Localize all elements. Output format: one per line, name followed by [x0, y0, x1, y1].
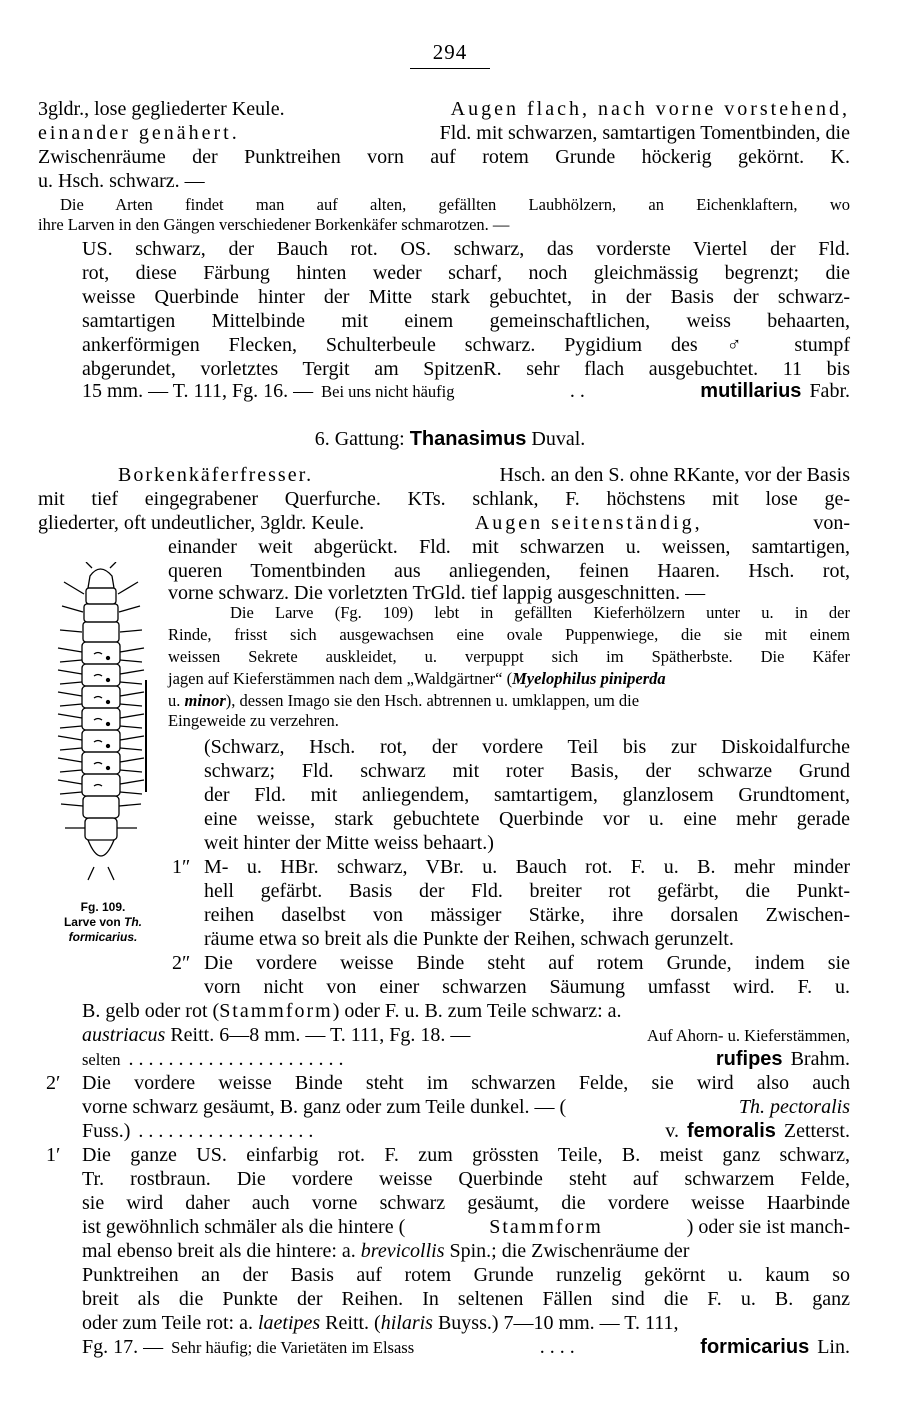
larva-note-6: Eingeweide zu verzehren.	[168, 711, 339, 730]
key-line-5: weit hinter der Mitte weiss behaart.)	[204, 832, 494, 854]
desc-line-5: ankerförmigen Flecken, Schulterbeule schwarz. Pygidium des ♂ stumpf	[82, 334, 850, 356]
species-name-femoralis: femoralis	[686, 1120, 776, 1142]
larva-illustration	[28, 562, 176, 897]
couplet-1p-line-4: ist gewöhnlich schmäler als die hintere ( Stammform ) oder sie ist manch-	[82, 1216, 850, 1238]
species-name-mutillarius: mutillarius	[700, 380, 802, 402]
couplet-2pp-line-3: B. gelb oder rot (Stammform) oder F. u. B. zum Teile schwarz: a.	[82, 1000, 622, 1022]
desc-line-7: 15 mm. — T. 111, Fg. 16. — Bei uns nicht häufig . . mutillarius Fabr.	[82, 380, 850, 402]
couplet-1p-line-6: Punktreihen an der Basis auf rotem Grunde runzelig gekörnt u. kaum so	[82, 1264, 850, 1286]
couplet-1pp-line-3: reihen daselbst von mässiger Stärke, ihre dorsalen Zwischen-	[204, 904, 850, 926]
couplet-1pp-line-4: räume etwa so breit als die Punkte der Reihen, schwach gerunzelt.	[204, 928, 734, 950]
intro-line-3: Zwischenräume der Punktreihen vorn auf rotem Grunde höckerig gekörnt. K.	[38, 146, 850, 168]
habitat-line-2: ihre Larven in den Gängen verschiedener Borkenkäfer schmarotzen. —	[38, 215, 510, 234]
genus-line-4: einander weit abgerückt. Fld. mit schwarzen u. weissen, samtartigen,	[168, 536, 850, 558]
genus-line-6: vorne schwarz. Die vorletzten TrGld. tief lappig ausgeschnitten. —	[168, 582, 706, 604]
couplet-2pp-number: 2″	[172, 952, 191, 974]
couplet-1p-line-3: sie wird daher auch vorne schwarz gesäumt, die vordere weisse Haarbinde	[82, 1192, 850, 1214]
habitat-line-1: Die Arten findet man auf alten, gefällten Laubhölzern, an Eichenklaftern, wo	[60, 195, 850, 214]
genus-line-2: mit tief eingegrabener Querfurche. KTs. schlank, F. höchstens mit lose ge-	[38, 488, 850, 510]
larva-note-2: Rinde, frisst sich ausgewachsen eine ovale Puppenwiege, die sie mit einem	[168, 625, 850, 644]
species-name-formicarius: formicarius	[700, 1336, 810, 1358]
intro-line-2: einander genähert. Fld. mit schwarzen, samtartigen Tomentbinden, die	[38, 122, 850, 144]
desc-line-3: weisse Querbinde hinter der Mitte stark gebuchtet, in der Basis der schwarz-	[82, 286, 850, 308]
couplet-2pp-line-5: selten . . . . . . . . . . . . . . . . . . . . . . rufipes Brahm.	[82, 1048, 850, 1070]
key-line-3: der Fld. mit anliegendem, samtartigem, glanzlosem Grundtoment,	[204, 784, 850, 806]
key-line-1: (Schwarz, Hsch. rot, der vordere Teil bis zur Diskoidalfurche	[204, 736, 850, 758]
couplet-2p-line-2: vorne schwarz gesäumt, B. ganz oder zum Teile dunkel. — ( Th. pectoralis	[82, 1096, 850, 1118]
desc-line-6: abgerundet, vorletztes Tergit am SpitzenR. sehr flach ausgebuchtet. 11 bis	[82, 358, 850, 380]
larva-note-3: weissen Sekrete auskleidet, u. verpuppt sich im Spätherbste. Die Käfer	[168, 647, 850, 666]
couplet-1p-number: 1′	[46, 1144, 61, 1166]
couplet-2pp-line-1: Die vordere weisse Binde steht auf rotem Grunde, indem sie	[204, 952, 850, 974]
key-line-4: eine weisse, stark gebuchtete Querbinde vor u. eine mehr gerade	[204, 808, 850, 830]
larva-note-4: jagen auf Kieferstämmen nach dem „Waldgärtner“ (Myelophilus piniperda	[168, 669, 666, 688]
couplet-1p-line-7: breit als die Punkte der Reihen. In seltenen Fällen sind die F. u. B. ganz	[82, 1288, 850, 1310]
couplet-2pp-line-4: austriacus Reitt. 6—8 mm. — T. 111, Fg. 18. — Auf Ahorn- u. Kieferstämmen,	[82, 1024, 850, 1046]
couplet-1pp-line-2: hell gefärbt. Basis der Fld. breiter rot gefärbt, die Punkt-	[204, 880, 850, 902]
couplet-2pp-line-2: vorn nicht von einer schwarzen Säumung umfasst wird. F. u.	[204, 976, 850, 998]
genus-line-1: Borkenkäferfresser. Hsch. an den S. ohne RKante, vor der Basis	[118, 464, 850, 486]
figure-caption: Fg. 109. Larve von Th. formicarius.	[63, 900, 143, 944]
couplet-1p-line-1: Die ganze US. einfarbig rot. F. zum grössten Teile, B. meist ganz schwarz,	[82, 1144, 850, 1166]
couplet-2p-line-3: Fuss.) . . . . . . . . . . . . . . . . . . v. femoralis Zetterst.	[82, 1120, 850, 1142]
intro-line-4: u. Hsch. schwarz. —	[38, 170, 205, 192]
couplet-1p-line-5: mal ebenso breit als die hintere: a. brevicollis Spin.; die Zwischenräume der	[82, 1240, 690, 1262]
page-number: 294	[432, 40, 468, 64]
couplet-1pp-number: 1″	[172, 856, 191, 878]
species-name-rufipes: rufipes	[715, 1048, 783, 1070]
intro-line-1: 3gldr., lose gegliederter Keule. Augen flach, nach vorne vorstehend,	[38, 98, 850, 120]
header-rule	[410, 68, 490, 69]
desc-line-1: US. schwarz, der Bauch rot. OS. schwarz, das vorderste Viertel der Fld.	[82, 238, 850, 260]
key-line-2: schwarz; Fld. schwarz mit roter Basis, der schwarze Grund	[204, 760, 850, 782]
genus-name: Thanasimus	[409, 428, 527, 450]
larva-note-5: u. minor), dessen Imago sie den Hsch. abtrennen u. umklappen, um die	[168, 691, 640, 710]
couplet-1pp-line-1: M- u. HBr. schwarz, VBr. u. Bauch rot. F. u. B. mehr minder	[204, 856, 850, 878]
couplet-1p-line-8: oder zum Teile rot: a. laetipes Reitt. (hilaris Buyss.) 7—10 mm. — T. 111,	[82, 1312, 679, 1334]
desc-line-4: samtartigen Mittelbinde mit einem gemeinschaftlichen, weiss behaarten,	[82, 310, 850, 332]
couplet-1p-line-2: Tr. rostbraun. Die vordere weisse Querbinde steht auf schwarzem Felde,	[82, 1168, 850, 1190]
genus-line-5: queren Tomentbinden aus anliegenden, feinen Haaren. Hsch. rot,	[168, 560, 850, 582]
genus-heading: 6. Gattung: Thanasimus Duval.	[314, 428, 586, 450]
couplet-1p-line-9: Fg. 17. — Sehr häufig; die Varietäten im Elsass . . . . formicarius Lin.	[82, 1336, 850, 1358]
larva-note-1: Die Larve (Fg. 109) lebt in gefällten Kieferhölzern unter u. in der	[230, 603, 850, 622]
couplet-2p-line-1: Die vordere weisse Binde steht im schwarzen Felde, sie wird also auch	[82, 1072, 850, 1094]
desc-line-2: rot, diese Färbung hinten weder scharf, noch gleichmässig begrenzt; die	[82, 262, 850, 284]
couplet-2p-number: 2′	[46, 1072, 61, 1094]
genus-line-3: gliederter, oft undeutlicher, 3gldr. Keule. Augen seitenständig, von-	[38, 512, 850, 534]
